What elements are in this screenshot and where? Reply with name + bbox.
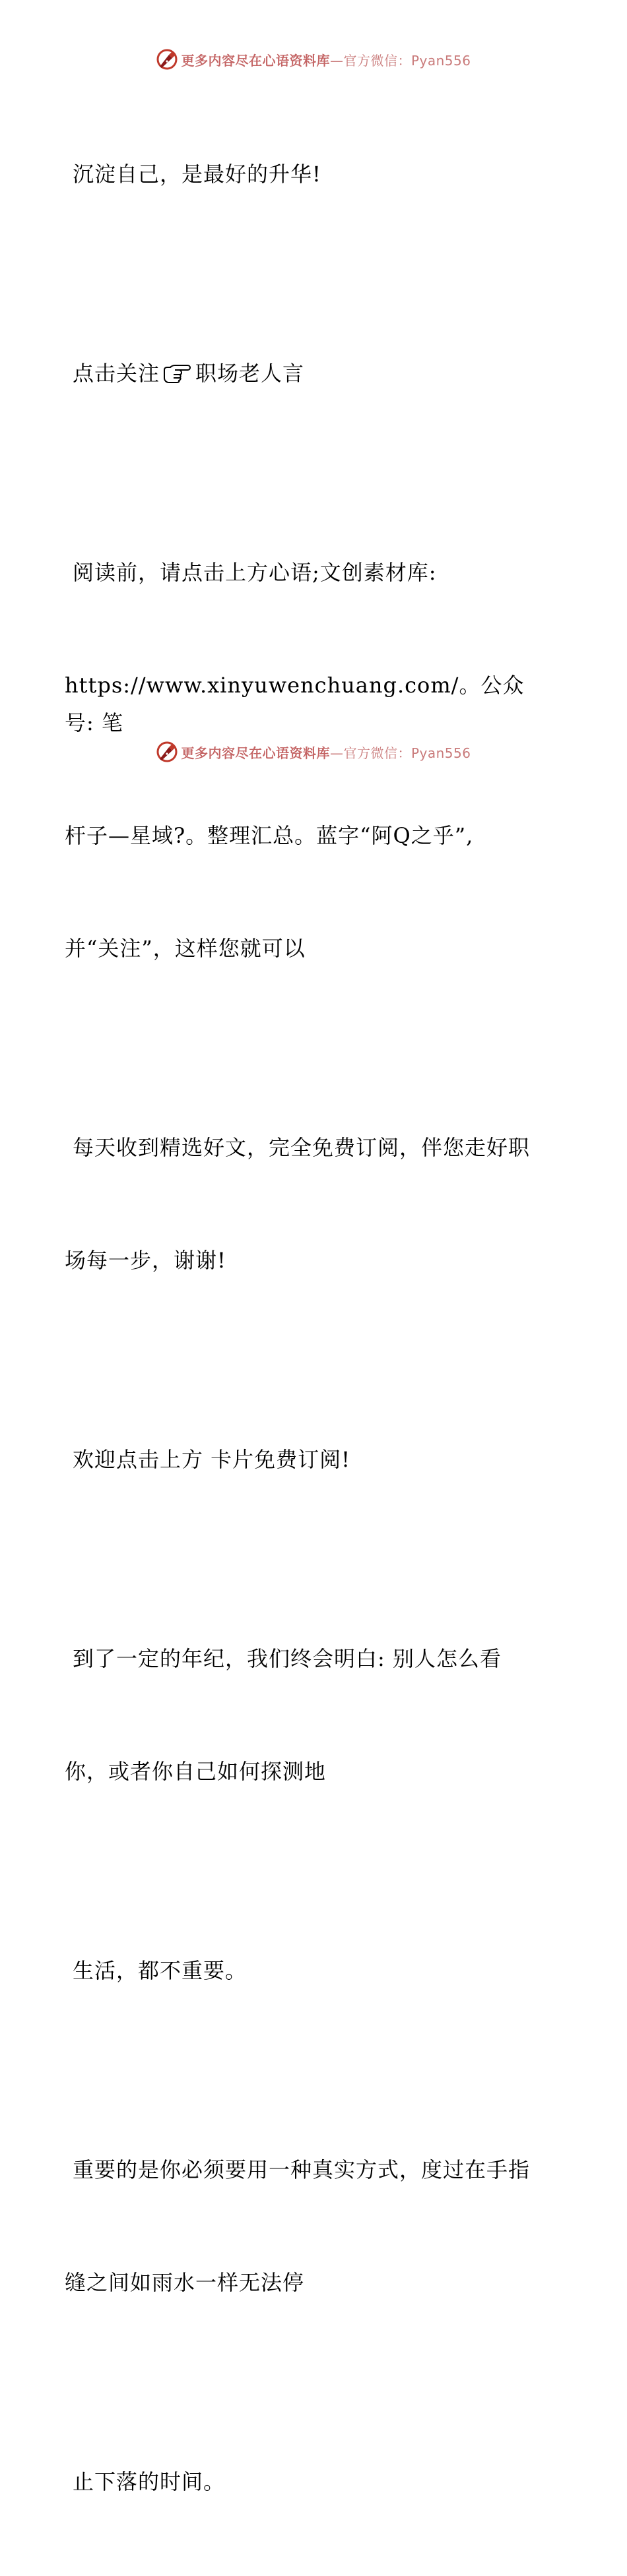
watermark-text-rest: —官方微信：Pyan556 (329, 52, 471, 69)
paragraph-8 (65, 2076, 553, 2377)
watermark-text-bold: 更多内容尽在心语资料库 (181, 745, 330, 761)
text-line: 止下落的时间。 (73, 2469, 226, 2494)
document-body (65, 80, 553, 2576)
text-line: 重要的是你必须要用一种真实方式，度过在手指 (73, 2157, 531, 2182)
text-line: 并“关注”，这样您就可以 (65, 936, 306, 961)
paragraph-7 (65, 1877, 553, 2065)
paragraph-6 (65, 1565, 553, 1866)
text-line: 到了一定的年纪，我们终会明白: 别人怎么看 (73, 1646, 502, 1671)
text-line: 沉淀自己，是最好的升华! (73, 162, 321, 187)
red-fountain-pen-logo-icon (156, 741, 178, 763)
paragraph-4 (65, 1054, 553, 1355)
watermark-text-rest: —官方微信：Pyan556 (329, 745, 471, 761)
text-line: 你，或者你自己如何探测地 (65, 1759, 327, 1784)
text-line: 每天收到精选好文，完全免费订阅，伴您走好职 (73, 1135, 531, 1160)
text-line: 阅读前，请点击上方心语;文创素材库: (73, 560, 437, 585)
text-line: 杆子—星域?。整理汇总。蓝字“阿Q之乎”, (65, 823, 474, 848)
text-line: 场每一步，谢谢! (65, 1248, 226, 1273)
watermark-text (181, 50, 471, 69)
pointing-hand-icon (162, 363, 191, 383)
red-fountain-pen-logo-icon (156, 48, 178, 71)
account-name-text: 职场老人言 (195, 361, 305, 386)
watermark-text (181, 743, 471, 762)
paragraph-9 (65, 2388, 553, 2576)
footer-watermark (0, 739, 627, 765)
header-watermark (0, 46, 627, 73)
paragraph-5 (65, 1366, 553, 1554)
text-line: 欢迎点击上方 卡片免费订阅! (73, 1447, 351, 1472)
text-line (65, 355, 553, 392)
text-line: 生活，都不重要。 (73, 1958, 248, 1983)
paragraph-2 (65, 280, 553, 468)
text-line: 缝之间如雨水一样无法停 (65, 2270, 305, 2295)
watermark-text-bold: 更多内容尽在心语资料库 (181, 52, 330, 69)
follow-prompt-text: 点击关注 (73, 361, 160, 386)
paragraph-1 (65, 80, 553, 268)
text-line: https://www.xinyuwenchuang.com/。公众号: 笔 (65, 673, 525, 735)
